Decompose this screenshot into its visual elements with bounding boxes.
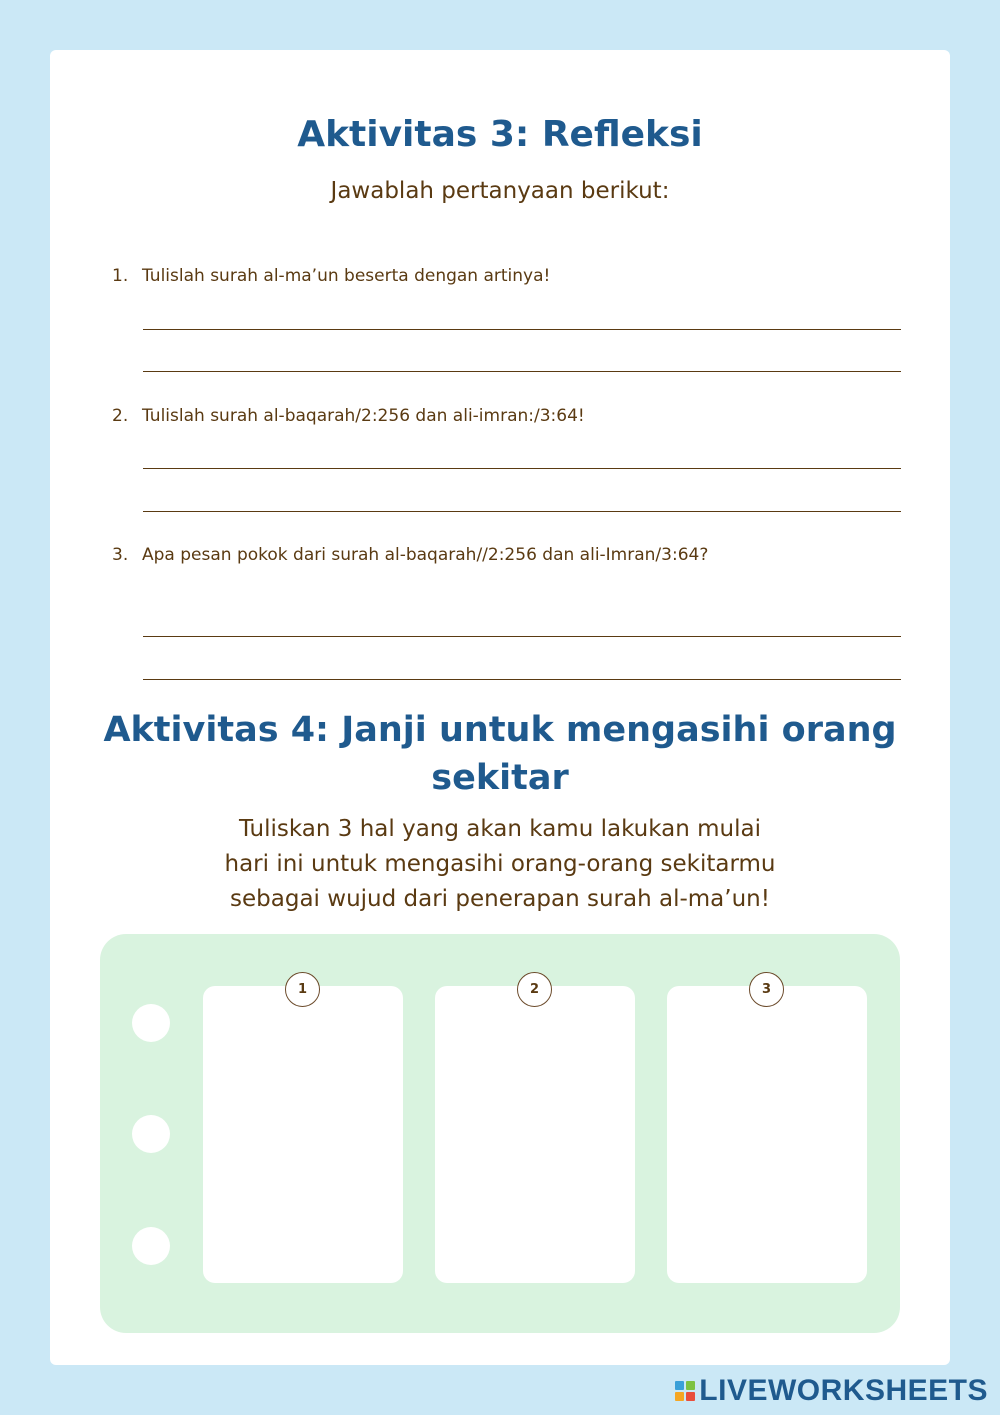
question-number: 3. <box>112 545 129 565</box>
activity4-title-line2: sekitar <box>431 758 569 798</box>
question-text: Tulislah surah al-baqarah/2:256 dan ali-imran:/3:64! <box>142 406 585 426</box>
question-number: 2. <box>112 406 129 426</box>
promise-card-2[interactable] <box>435 982 635 1283</box>
answer-line[interactable] <box>143 371 901 372</box>
card-number-badge: 1 <box>285 972 320 1007</box>
question-1 <box>112 266 912 286</box>
promise-card-3[interactable] <box>667 982 867 1283</box>
answer-line[interactable] <box>143 511 901 512</box>
question-text: Apa pesan pokok dari surah al-baqarah//2:256 dan ali-Imran/3:64? <box>142 545 709 565</box>
answer-line[interactable] <box>143 468 901 469</box>
instruction-line: sebagai wujud dari penerapan surah al-ma’un! <box>230 886 770 912</box>
promise-card-1[interactable] <box>203 982 403 1283</box>
question-number: 1. <box>112 266 129 286</box>
activity4-instruction <box>150 812 850 917</box>
notebook-panel <box>100 934 900 1333</box>
worksheet-page <box>50 50 950 1365</box>
binder-hole <box>132 1004 170 1042</box>
brand-name: LIVEWORKSHEETS <box>699 1374 988 1407</box>
instruction-line: hari ini untuk mengasihi orang-orang sekitarmu <box>224 851 776 877</box>
answer-line[interactable] <box>143 636 901 637</box>
binder-hole <box>132 1115 170 1153</box>
binder-hole <box>132 1227 170 1265</box>
card-number-badge: 2 <box>517 972 552 1007</box>
activity3-subtitle: Jawablah pertanyaan berikut: <box>330 178 670 204</box>
instruction-line: Tuliskan 3 hal yang akan kamu lakukan mulai <box>238 816 762 842</box>
question-text: Tulislah surah al-ma’un beserta dengan artinya! <box>142 266 551 286</box>
liveworksheets-logo <box>675 1374 988 1408</box>
answer-line[interactable] <box>143 329 901 330</box>
activity4-title-line1: Aktivitas 4: Janji untuk mengasihi orang <box>103 710 897 750</box>
question-3 <box>112 545 912 565</box>
question-2 <box>112 406 912 426</box>
activity3-title: Aktivitas 3: Refleksi <box>297 114 703 155</box>
logo-blocks-icon <box>675 1381 695 1401</box>
answer-line[interactable] <box>143 679 901 680</box>
card-number-badge: 3 <box>749 972 784 1007</box>
